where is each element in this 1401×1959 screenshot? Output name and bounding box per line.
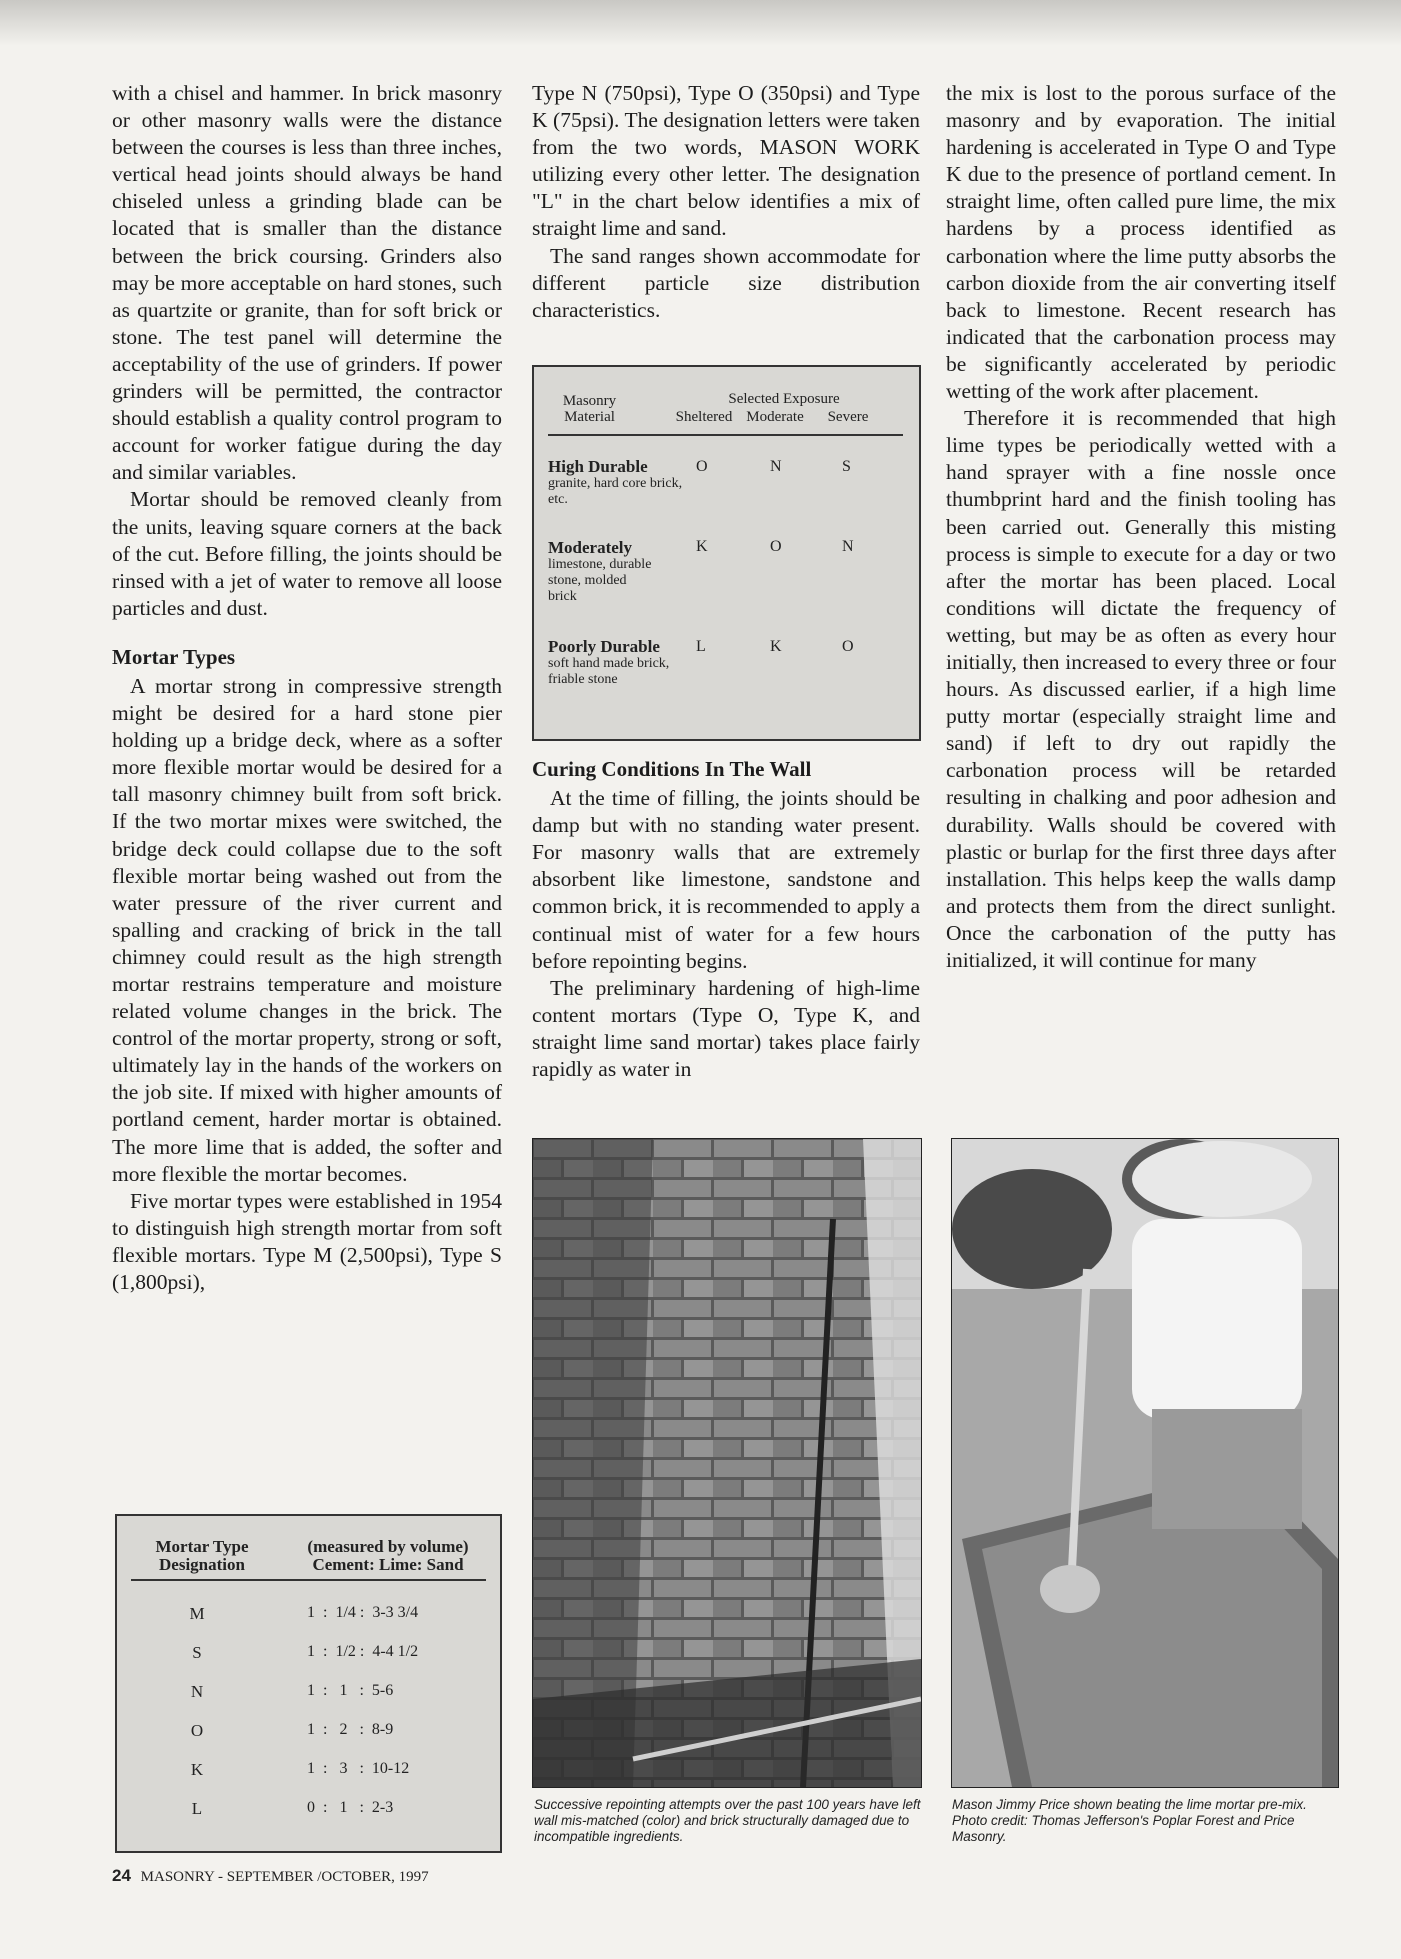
table-row — [548, 457, 698, 508]
paragraph: Type N (750psi), Type O (350psi) and Type K (75psi). The designation letters were taken from the two words, MASON WORK utilizing every other letter. The designation "L" in the chart below identifies a mix of straight lime and sand. — [532, 81, 920, 241]
mortar-ratio: 1 : 1/4 : 3-3 3/4 — [307, 1604, 419, 1621]
mortar-type: N — [190, 1682, 204, 1701]
table-header-material: Masonry Material — [562, 393, 617, 425]
mortar-type: O — [190, 1721, 204, 1740]
paragraph: The sand ranges shown accommodate for different particle size distribution characteristics. — [532, 243, 920, 322]
mortar-ratio: 1 : 1 : 5-6 — [307, 1682, 394, 1699]
column-2-bottom — [532, 756, 920, 1083]
table-header-designation: Mortar Type Designation — [155, 1537, 249, 1574]
mortar-type-table — [115, 1514, 502, 1853]
exposure-table — [532, 365, 921, 741]
material-name: Poorly Durable — [548, 637, 660, 656]
photo-mason-mixing — [951, 1138, 1339, 1788]
mortar-type: S — [192, 1643, 202, 1662]
photo-caption: Mason Jimmy Price shown beating the lime mortar pre-mix. Photo credit: Thomas Jefferson's Poplar Forest and Price Masonry. — [952, 1797, 1307, 1844]
table-cell: O — [842, 638, 854, 655]
table-cell: O — [770, 538, 782, 555]
table-cell: L — [696, 638, 706, 655]
mortar-type: K — [190, 1760, 204, 1779]
mortar-ratio: 0 : 1 : 2-3 — [307, 1799, 394, 1816]
paragraph: with a chisel and hammer. In brick masonry or other masonry walls were the distance between the courses is less than three inches, vertical head joints should always be hand chiseled unless a grinding blade can be located that is smaller than the distance between the brick coursing. Grinders also may be more acceptable on hard stones, such as quartzite or granite, than for soft brick or stone. The test panel will determine the acceptability of the use of grinders. If power grinders will be permitted, the contractor should establish a quality control program to account for worker fatigue during the day and similar variables. — [112, 81, 502, 485]
paragraph: Mortar should be removed cleanly from the units, leaving square corners at the back of the cut. Before filling, the joints should be rinsed with a jet of water to remove all loose particles and dust. — [112, 487, 502, 620]
paragraph: A mortar strong in compressive strength might be desired for a hard stone pier holding up a bridge deck, where as a softer more flexible mortar would be desired for a tall masonry chimney built from soft brick. If the two mortar mixes were switched, the bridge deck could collapse due to the soft flexible mortar being washed out from the water pressure of the river current and spalling and cracking of brick in the tall chimney could result as the high strength mortar restrains temperature and moisture related volume changes in the brick. The control of the mortar property, strong or soft, ultimately lay in the hands of the workers on the job site. If mixed with higher amounts of portland cement, harder mortar is obtained. The more lime that is added, the softer and more flexible the mortar becomes. — [112, 673, 502, 1186]
table-header-sheltered: Sheltered — [675, 409, 733, 425]
material-desc: granite, hard core brick, etc. — [548, 476, 683, 507]
table-row — [548, 538, 658, 605]
column-1 — [112, 80, 502, 1296]
mortar-type: M — [189, 1604, 205, 1623]
table-cell: N — [842, 538, 854, 555]
photo-caption: Successive repointing attempts over the past 100 years have left wall mis-matched (color) and brick structurally damaged due to incompatible ingredients. — [534, 1797, 921, 1844]
table-header-exposure: Selected Exposure — [728, 391, 840, 407]
page-footer — [112, 1866, 429, 1886]
paragraph: the mix is lost to the porous surface of the masonry and by evaporation. The initial hardening is accelerated in Type O and Type K due to the presence of portland cement. In straight lime, often called pure lime, the mix hardens by a process identified as carbonation where the lime putty absorbs the carbon dioxide from the air converting itself back to limestone. Recent research has indicated that the carbonation process may be significantly accelerated by periodic wetting of the work after placement. — [946, 81, 1336, 404]
page-number: 24 — [112, 1866, 131, 1885]
mason-illustration — [952, 1139, 1338, 1787]
paragraph: Five mortar types were established in 1954 to distinguish high strength mortar from soft flexible mortars. Type M (2,500psi), Type S (1,800psi), — [112, 1188, 502, 1295]
table-header-ratio: (measured by volume) Cement: Lime: Sand — [307, 1537, 469, 1574]
paragraph: Therefore it is recommended that high lime types be periodically wetted with a hand sprayer with a fine nossle once thumbprint hard and the finish tooling has been carried out. Generally this misting process is simple to execute for a day or two after the mortar has been placed. Local conditions will dictate the frequency of wetting, but may be as often as every hour initially, then increased to every three or four hours. As discussed earlier, if a high lime putty mortar (especially straight lime and sand) if left to dry out rapidly the carbonation process will be retarded resulting in chalking and poor adhesion and durability. Walls should be covered with plastic or burlap for the first three days after installation. This helps keep the walls damp and protects them from the direct sunlight. Once the carbonation of the putty has initialized, it will continue for many — [946, 406, 1336, 972]
table-cell: S — [842, 458, 851, 475]
material-desc: limestone, durable stone, molded brick — [548, 557, 652, 604]
paragraph: The preliminary hardening of high-lime content mortars (Type O, Type K, and straight lime sand mortar) takes place fairly rapidly as water in — [532, 975, 920, 1082]
mortar-ratio: 1 : 2 : 8-9 — [307, 1721, 394, 1738]
brick-wall-illustration — [533, 1139, 921, 1787]
material-name: High Durable — [548, 457, 648, 476]
table-cell: K — [696, 538, 708, 555]
column-3 — [946, 80, 1336, 974]
table-cell: N — [770, 458, 782, 475]
section-heading: Curing Conditions In The Wall — [532, 757, 812, 781]
paragraph: At the time of filling, the joints should be damp but with no standing water present. For masonry walls that are extremely absorbent like limestone, sandstone and common brick, it is recommended to apply a continual mist of water for a few hours before repointing begins. — [532, 786, 920, 973]
mortar-ratio: 1 : 3 : 10-12 — [307, 1760, 410, 1777]
mortar-type: L — [191, 1799, 203, 1818]
publication-line: MASONRY - SEPTEMBER /OCTOBER, 1997 — [140, 1869, 429, 1885]
page-top-shadow — [0, 0, 1401, 46]
table-cell: K — [770, 638, 782, 655]
material-name: Moderately — [548, 538, 633, 557]
table-row — [548, 637, 678, 688]
table-header-moderate: Moderate — [746, 409, 804, 425]
photo-brick-wall — [532, 1138, 922, 1788]
material-desc: soft hand made brick, friable stone — [548, 656, 670, 687]
table-cell: O — [696, 458, 708, 475]
table-rule — [131, 1579, 486, 1581]
section-heading: Mortar Types — [112, 644, 236, 669]
column-2-top — [532, 80, 920, 324]
table-header-severe: Severe — [827, 409, 869, 425]
mortar-ratio: 1 : 1/2 : 4-4 1/2 — [307, 1643, 419, 1660]
table-rule — [548, 434, 903, 436]
